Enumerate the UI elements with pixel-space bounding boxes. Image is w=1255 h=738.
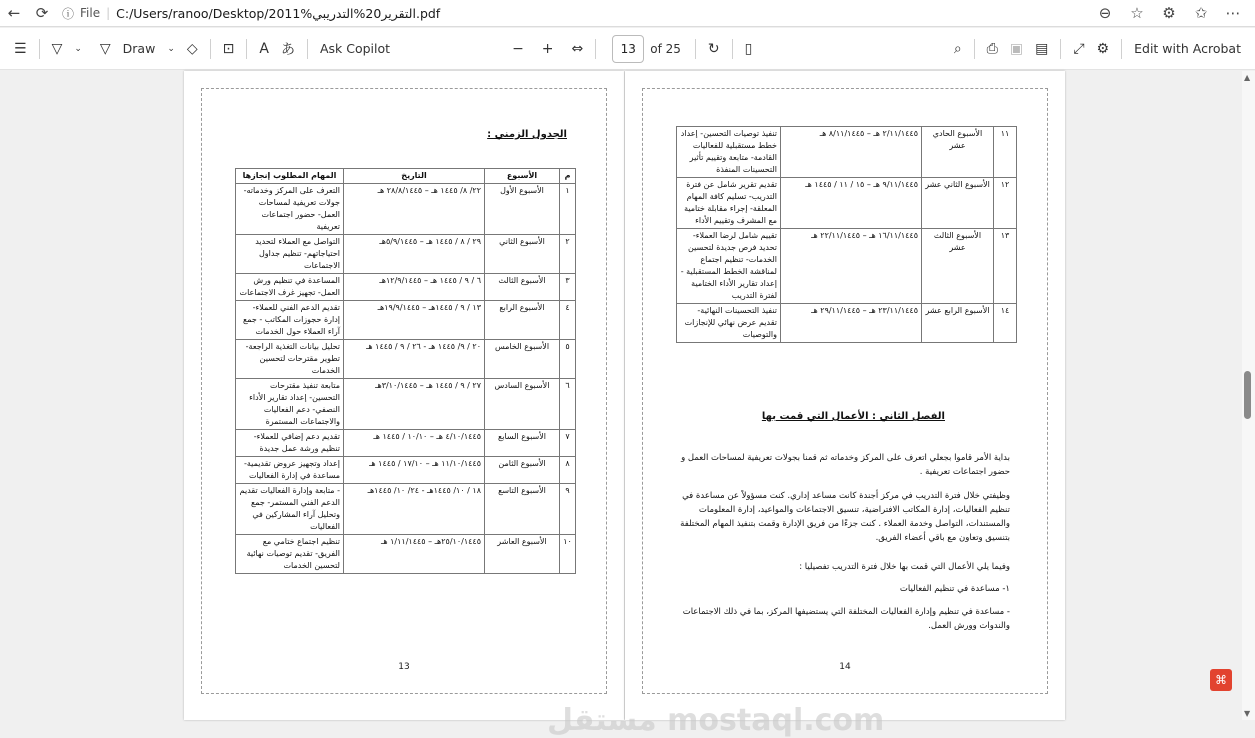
divider bbox=[974, 39, 975, 59]
divider bbox=[695, 39, 696, 59]
info-icon[interactable]: ⓘ bbox=[62, 6, 75, 21]
cell-week: الأسبوع السادس bbox=[485, 379, 560, 430]
cell-date: ٦ / ٩ / ١٤٤٥ هـ – ١٢/٩/١٤٤٥هـ bbox=[344, 274, 485, 301]
table-row bbox=[236, 235, 576, 274]
cell-tasks: تحليل بيانات التغذية الراجعة- تطوير مقترحات لتحسين الخدمات bbox=[236, 340, 344, 379]
timeline-table-continued bbox=[676, 126, 1017, 343]
save-icon[interactable]: ▣ bbox=[1009, 40, 1024, 57]
refresh-icon[interactable]: ⟳ bbox=[35, 4, 49, 22]
url-box[interactable] bbox=[62, 2, 1091, 24]
paragraph: بداية الأمر قاموا بجعلي اتعرف على المركز وخدماته ثم قمنا بجولات تعريفية لمساحات العمل و حضور اجتماعات تعريفية . bbox=[681, 453, 1010, 477]
divider bbox=[307, 39, 308, 59]
cell-week: الأسبوع الثاني عشر bbox=[922, 178, 994, 229]
cell-date: ٢٣/١١/١٤٤٥ هـ – ٢٩/١١/١٤٤٥ هـ bbox=[781, 304, 922, 343]
translate-icon[interactable]: あ bbox=[280, 41, 295, 58]
cell-date: ٢٥/١٠/١٤٤٥هـ – ١/١١/١٤٤٥ هـ bbox=[344, 535, 485, 574]
url-text[interactable]: C:/Users/ranoo/Desktop/2011%التقرير20%التدريبي.pdf bbox=[116, 5, 441, 21]
zoom-in-icon[interactable]: + bbox=[541, 40, 554, 57]
draw-icon[interactable]: ▽ bbox=[99, 40, 111, 57]
table-row bbox=[236, 379, 576, 430]
pdf-toolbar bbox=[0, 28, 1255, 70]
table-row bbox=[236, 274, 576, 301]
table-row bbox=[236, 184, 576, 235]
cell-number: ٤ bbox=[560, 301, 576, 340]
cell-week: الأسبوع الثالث bbox=[485, 274, 560, 301]
cell-week: الأسبوع الأول bbox=[485, 184, 560, 235]
favorite-star-icon[interactable]: ☆ bbox=[1130, 4, 1144, 22]
cell-date: ١١/١٠/١٤٤٥ هـ – ١٧/١٠ / ١٤٤٥ هـ bbox=[344, 457, 485, 484]
table-row bbox=[677, 127, 1017, 178]
fullscreen-icon[interactable]: ⤢ bbox=[1073, 40, 1085, 57]
cell-week: الأسبوع الثالث عشر bbox=[922, 229, 994, 304]
cell-week: الأسبوع الثاني bbox=[485, 235, 560, 274]
cell-number: ١٣ bbox=[994, 229, 1017, 304]
cell-number: ١١ bbox=[994, 127, 1017, 178]
timeline-table bbox=[235, 168, 576, 574]
text-box-icon[interactable]: ⊡ bbox=[222, 40, 235, 57]
paragraph: وفيما يلي الأعمال التي قمت بها خلال فترة التدريب تفصيليا : bbox=[799, 562, 1010, 572]
zoom-icon[interactable]: ⊖ bbox=[1098, 4, 1112, 22]
cell-date: ١٣ / ٩ / ١٤٤٥هـ – ١٩/٩/١٤٤٥هـ bbox=[344, 301, 485, 340]
cell-number: ١٢ bbox=[994, 178, 1017, 229]
table-row bbox=[236, 340, 576, 379]
page-total: of 25 bbox=[650, 41, 681, 56]
chapter-two-heading: الفصل الثاني : الأعمال التي قمت بها bbox=[761, 411, 945, 422]
cell-week: الأسبوع الخامس bbox=[485, 340, 560, 379]
cell-tasks: التواصل مع العملاء لتحديد احتياجاتهم- تنظيم جداول الاجتماعات bbox=[236, 235, 344, 274]
zoom-out-icon[interactable]: − bbox=[512, 40, 524, 57]
page-number: 14 bbox=[839, 662, 851, 672]
chevron-down-icon[interactable]: ⌄ bbox=[74, 43, 82, 54]
divider bbox=[732, 39, 733, 59]
divider: | bbox=[106, 6, 111, 20]
cell-date: ١٦/١١/١٤٤٥ هـ – ٢٢/١١/١٤٤٥ هـ bbox=[781, 229, 922, 304]
divider bbox=[595, 39, 596, 59]
save-as-icon[interactable]: ▤ bbox=[1035, 40, 1049, 57]
eraser-icon[interactable]: ◇ bbox=[186, 40, 198, 57]
pdf-page-14 bbox=[625, 71, 1065, 720]
cell-number: ٦ bbox=[560, 379, 576, 430]
fit-page-icon[interactable]: ⇔ bbox=[571, 40, 584, 57]
divider bbox=[210, 39, 211, 59]
cell-tasks: تنفيذ توصيات التحسين- إعداد خطط مستقبلية للفعاليات القادمة- متابعة وتقييم تأثير التحسينات المنفذة bbox=[677, 127, 781, 178]
table-row bbox=[677, 229, 1017, 304]
cell-tasks: تقديم دعم إضافي للعملاء- تنظيم ورشة عمل جديدة bbox=[236, 430, 344, 457]
cell-tasks: التعرف على المركز وخدماته- جولات تعريفية لمساحات العمل- حضور اجتماعات تعريفية bbox=[236, 184, 344, 235]
table-row bbox=[677, 178, 1017, 229]
watermark-logo: مستقل mostaql.com bbox=[547, 703, 885, 738]
cell-tasks: تنفيذ التحسينات النهائية- تقديم عرض نهائي للإنجازات والتوصيات bbox=[677, 304, 781, 343]
divider bbox=[1060, 39, 1061, 59]
cell-tasks: المساعدة في تنظيم ورش العمل- تجهيز غرف الاجتماعات bbox=[236, 274, 344, 301]
read-aloud-icon[interactable]: A bbox=[259, 40, 269, 57]
timeline-heading: الجدول الزمني : bbox=[487, 129, 567, 140]
col-header-week: الأسبوع bbox=[485, 169, 560, 184]
divider bbox=[246, 39, 247, 59]
print-icon[interactable]: ⎙ bbox=[986, 40, 998, 57]
ask-copilot-button[interactable]: Ask Copilot bbox=[319, 41, 391, 56]
cell-week: الأسبوع السابع bbox=[485, 430, 560, 457]
table-row bbox=[236, 535, 576, 574]
favorites-icon[interactable]: ✩ bbox=[1194, 4, 1208, 22]
paragraph: وظيفتي خلال فترة التدريب في مركز أجندة كانت مساعد إداري. كنت مسؤولاً عن مساعدة في تنظيم الفعاليات، إدارة المكاتب الافتراضية، تنسيق الاجتماعات والمواعيد، إدارة المعلومات والمستندات، التواصل وخدمة العملاء . كنت جزءًا من فريق الإدارة وقمت بتنفيذ المهام المختلفة بتنسيق وتعاون مع باقي أعضاء الفريق. bbox=[680, 491, 1010, 543]
highlight-icon[interactable]: ▽ bbox=[51, 40, 63, 57]
col-header-tasks: المهام المطلوب إنجازها bbox=[236, 169, 344, 184]
search-icon[interactable]: ⌕ bbox=[953, 40, 962, 57]
page-view-icon[interactable]: ▯ bbox=[744, 40, 753, 57]
page-number-input[interactable]: 13 bbox=[612, 35, 644, 63]
scroll-up-icon[interactable]: ▲ bbox=[1244, 73, 1251, 82]
cell-week: الأسبوع الحادي عشر bbox=[922, 127, 994, 178]
paragraph: - مساعدة في تنظيم وإدارة الفعاليات المختلفة التي يستضيفها المركز، بما في ذلك الاجتماعات والندوات وورش العمل. bbox=[682, 607, 1010, 631]
edit-with-acrobat-button[interactable]: Edit with Acrobat bbox=[1134, 41, 1241, 56]
cell-tasks: تقييم شامل لرضا العملاء- تحديد فرص جديدة لتحسين الخدمات- تنظيم اجتماع لمناقشة الخطط المستقبلية - إعداد تقارير الأداء الختامية لفترة التدريب bbox=[677, 229, 781, 304]
cell-number: ٢ bbox=[560, 235, 576, 274]
contents-icon[interactable]: ☰ bbox=[14, 40, 27, 57]
arrow-left-icon[interactable]: ← bbox=[7, 4, 21, 22]
col-header-number: م bbox=[560, 169, 576, 184]
cell-week: الأسبوع الرابع bbox=[485, 301, 560, 340]
cell-week: الأسبوع الرابع عشر bbox=[922, 304, 994, 343]
paragraph: ١- مساعدة في تنظيم الفعاليات bbox=[899, 584, 1010, 594]
scrollbar-thumb[interactable] bbox=[1244, 371, 1251, 419]
scroll-down-icon[interactable]: ▼ bbox=[1244, 709, 1251, 718]
divider bbox=[39, 39, 40, 59]
more-options-icon[interactable]: ⋯ bbox=[1225, 4, 1241, 22]
cell-date: ١٨ / ١٠/ ١٤٤٥هـ - ٢٤/ ١٠/ ١٤٤٥هـ bbox=[344, 484, 485, 535]
table-row bbox=[236, 484, 576, 535]
cell-tasks: تقديم الدعم الفني للعملاء- إدارة حجوزات المكاتب - جمع آراء العملاء حول الخدمات bbox=[236, 301, 344, 340]
pdf-viewer[interactable] bbox=[0, 71, 1242, 738]
extensions-icon[interactable]: ⚙ bbox=[1162, 4, 1176, 22]
cell-number: ٩ bbox=[560, 484, 576, 535]
settings-gear-icon[interactable]: ⚙ bbox=[1096, 40, 1110, 57]
cell-tasks: تقديم تقرير شامل عن فترة التدريب- تسليم كافة المهام المعلقة- إجراء مقابلة ختامية مع المشرف وتقييم الأداء bbox=[677, 178, 781, 229]
cell-week: الأسبوع العاشر bbox=[485, 535, 560, 574]
divider bbox=[1121, 39, 1122, 59]
address-bar bbox=[0, 0, 1255, 27]
cell-number: ٥ bbox=[560, 340, 576, 379]
cell-number: ٨ bbox=[560, 457, 576, 484]
cell-number: ٧ bbox=[560, 430, 576, 457]
cell-date: ٢٢/ ٨/ ١٤٤٥ هـ – ٢٨/٨/١٤٤٥ هـ bbox=[344, 184, 485, 235]
cell-tasks: - متابعة وإدارة الفعاليات تقديم الدعم الفني المستمر- جمع وتحليل آراء المشاركين في الفعاليات bbox=[236, 484, 344, 535]
cell-week: الأسبوع التاسع bbox=[485, 484, 560, 535]
cell-date: ٢٠ / ٩/ ١٤٤٥ هـ - ٢٦ / ٩ / ١٤٤٥ هـ bbox=[344, 340, 485, 379]
cell-date: ٢/١١/١٤٤٥ هـ – ٨/١١/١٤٤٥ هـ bbox=[781, 127, 922, 178]
cell-date: ٤/١٠/١٤٤٥ هـ – ١٠/١٠ / ١٤٤٥ هـ bbox=[344, 430, 485, 457]
cell-date: ٢٧ / ٩ / ١٤٤٥ هـ – ٣/١٠/١٤٤٥هـ bbox=[344, 379, 485, 430]
chevron-down-icon[interactable]: ⌄ bbox=[167, 43, 175, 54]
table-row bbox=[677, 304, 1017, 343]
cell-number: ١ bbox=[560, 184, 576, 235]
cell-number: ١٤ bbox=[994, 304, 1017, 343]
acrobat-icon[interactable]: ⌘ bbox=[1210, 669, 1232, 691]
cell-number: ١٠ bbox=[560, 535, 576, 574]
pdf-page-13 bbox=[184, 71, 624, 720]
col-header-date: التاريخ bbox=[344, 169, 485, 184]
table-row bbox=[236, 457, 576, 484]
cell-tasks: متابعة تنفيذ مقترحات التحسين- إعداد تقارير الأداء النصفي- دعم الفعاليات والاجتماعات المستمرة bbox=[236, 379, 344, 430]
table-row bbox=[236, 301, 576, 340]
cell-week: الأسبوع الثامن bbox=[485, 457, 560, 484]
draw-button[interactable]: Draw bbox=[122, 41, 156, 56]
table-row bbox=[236, 430, 576, 457]
cell-number: ٣ bbox=[560, 274, 576, 301]
file-label: File bbox=[80, 6, 101, 20]
cell-date: ٩/١١/١٤٤٥ هـ – ١٥ / ١١ / ١٤٤٥ هـ bbox=[781, 178, 922, 229]
cell-tasks: إعداد وتجهيز عروض تقديمية- مساعدة في إدارة الفعاليات bbox=[236, 457, 344, 484]
vertical-scrollbar[interactable] bbox=[1242, 71, 1255, 720]
page-number: 13 bbox=[398, 662, 410, 672]
cell-date: ٢٩ / ٨ / ١٤٤٥ هـ – ٥/٩/١٤٤٥هـ bbox=[344, 235, 485, 274]
table-header-row bbox=[236, 169, 576, 184]
rotate-icon[interactable]: ↻ bbox=[707, 40, 720, 57]
cell-tasks: تنظيم اجتماع ختامي مع الفريق- تقديم توصيات نهائية لتحسين الخدمات bbox=[236, 535, 344, 574]
